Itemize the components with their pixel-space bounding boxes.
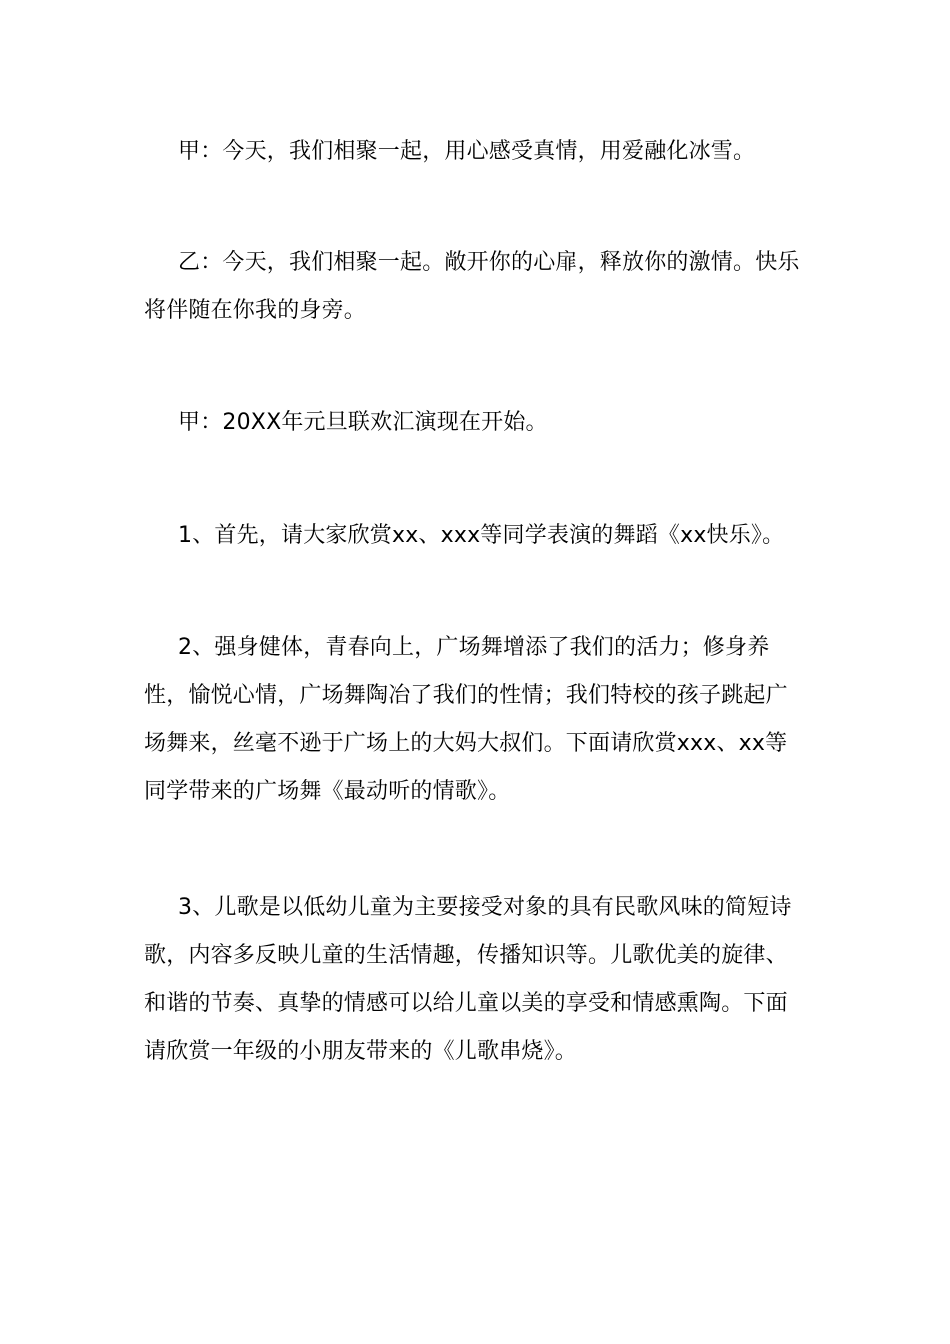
paragraph-item-1: 1、首先，请大家欣赏xx、xxx等同学表演的舞蹈《xx快乐》。 <box>178 523 785 548</box>
paragraph-item-2: 2、强身健体，青春向上，广场舞增添了我们的活力；修身养性，愉悦心情，广场舞陶冶了我们的性情；我们特校的孩子跳起广场舞来，丝毫不逊于广场上的大妈大叔们。下面请欣赏xxx、xx等同学带来的广场舞《最动听的情歌》。 <box>144 635 788 804</box>
paragraph-opening-yi: 乙：今天，我们相聚一起。敞开你的心扉，释放你的激情。快乐将伴随在你我的身旁。 <box>144 250 800 323</box>
paragraph-opening-jia: 甲：今天，我们相聚一起，用心感受真情，用爱融化冰雪。 <box>178 139 756 164</box>
paragraph-item-3: 3、儿歌是以低幼儿童为主要接受对象的具有民歌风味的简短诗歌，内容多反映儿童的生活情趣，传播知识等。儿歌优美的旋律、和谐的节奏、真挚的情感可以给儿童以美的享受和情感熏陶。下面请欣赏一年级的小朋友带来的《儿歌串烧》。 <box>144 895 792 1064</box>
paragraph-announcement: 甲：20XX年元旦联欢汇演现在开始。 <box>178 410 548 435</box>
